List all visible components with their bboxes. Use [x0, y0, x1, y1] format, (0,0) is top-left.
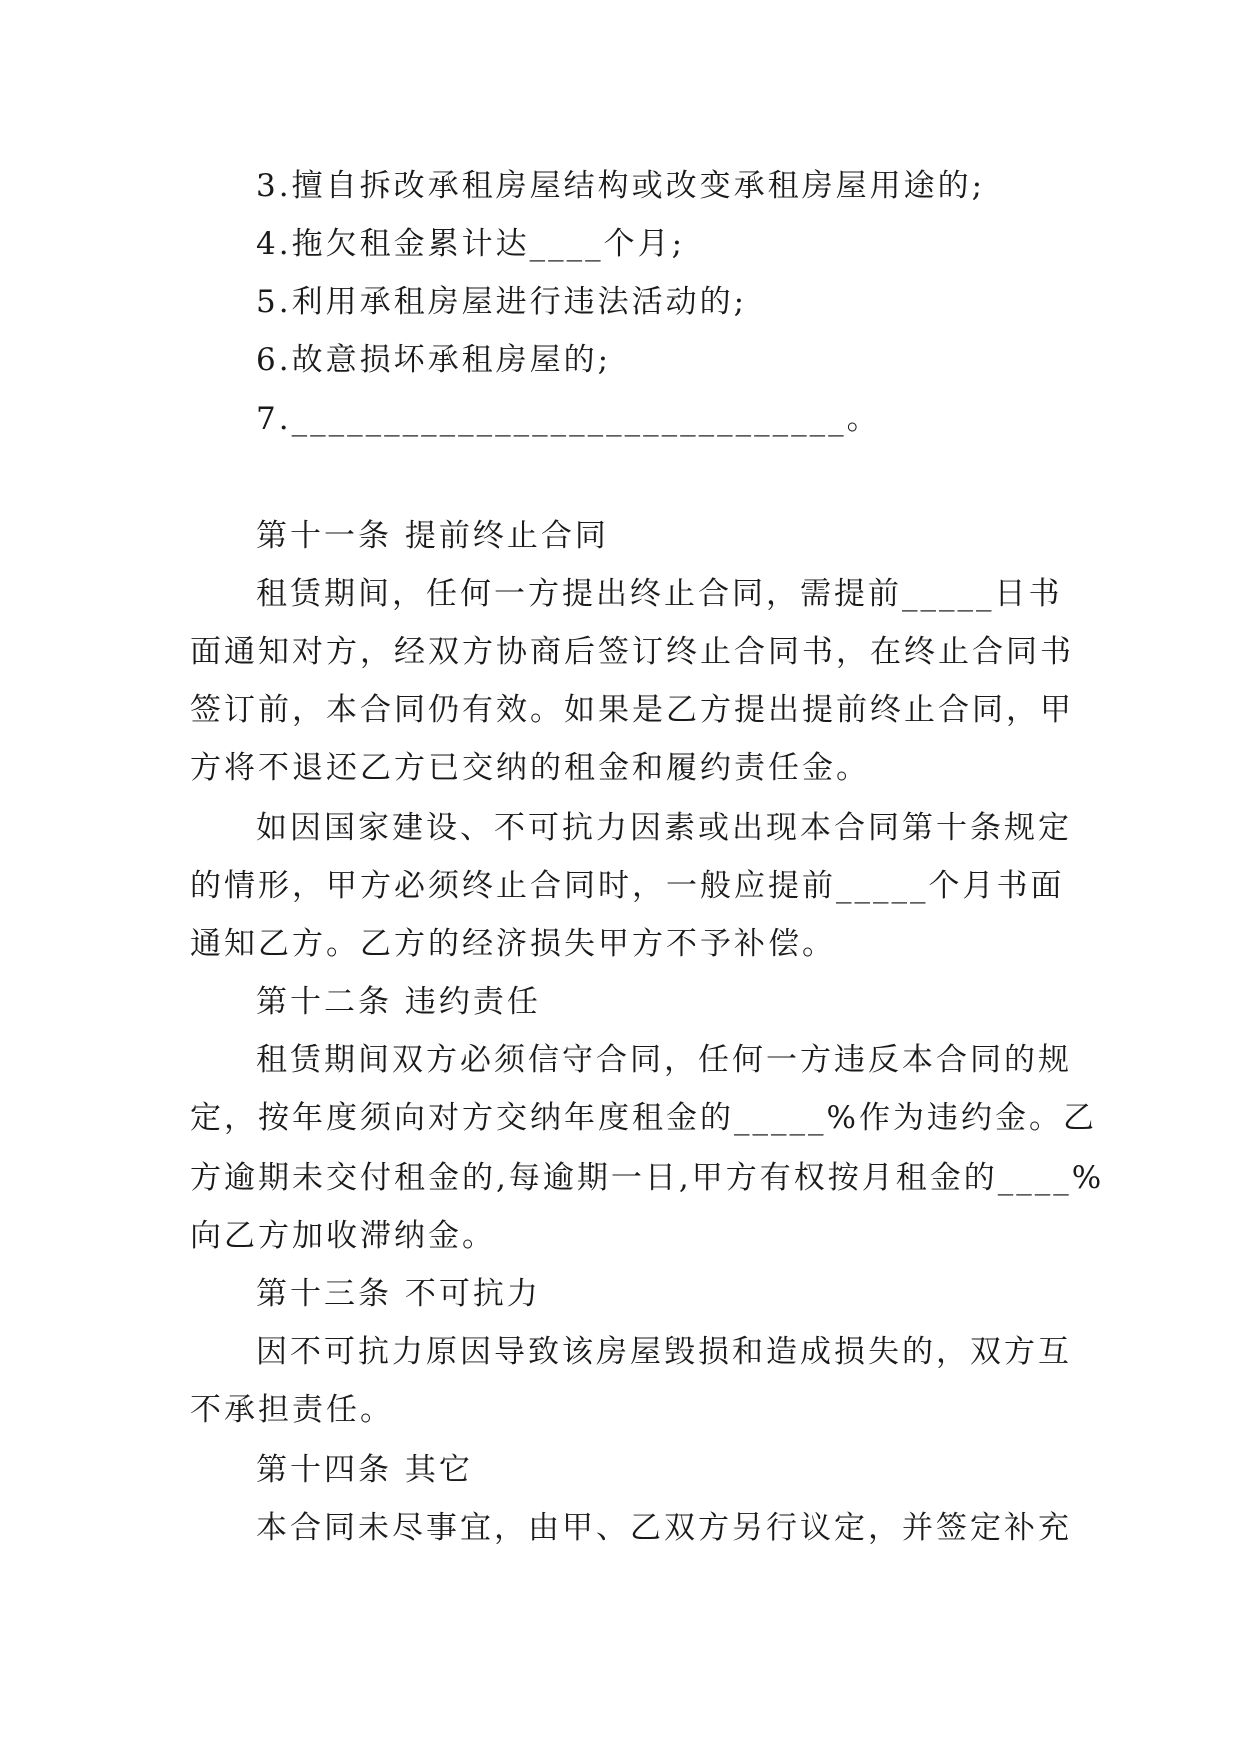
paragraph-line: 因不可抗力原因导致该房屋毁损和造成损失的，双方互 — [256, 1334, 1072, 1370]
clause-item-3: 3.擅自拆改承租房屋结构或改变承租房屋用途的; — [256, 168, 986, 204]
clause-item-7: 7.______________________________。 — [256, 401, 881, 437]
paragraph-line: 租赁期间双方必须信守合同，任何一方违反本合同的规 — [256, 1042, 1072, 1078]
paragraph-line: 本合同未尽事宜，由甲、乙双方另行议定，并签定补充 — [256, 1510, 1072, 1546]
article-13-heading: 第十三条 不可抗力 — [256, 1276, 541, 1312]
clause-item-4: 4.拖欠租金累计达____个月; — [256, 226, 686, 262]
paragraph-line: 定，按年度须向对方交纳年度租金的_____%作为违约金。乙 — [190, 1100, 1097, 1136]
paragraph-line: 向乙方加收滞纳金。 — [190, 1218, 496, 1254]
paragraph-line: 方将不退还乙方已交纳的租金和履约责任金。 — [190, 750, 870, 786]
paragraph-line: 租赁期间，任何一方提出终止合同，需提前_____日书 — [256, 576, 1063, 612]
paragraph-line: 签订前，本合同仍有效。如果是乙方提出提前终止合同，甲 — [190, 692, 1074, 728]
article-11-heading: 第十一条 提前终止合同 — [256, 518, 609, 554]
article-12-heading: 第十二条 违约责任 — [256, 984, 541, 1020]
article-14-heading: 第十四条 其它 — [256, 1452, 473, 1488]
paragraph-line: 面通知对方，经双方协商后签订终止合同书，在终止合同书 — [190, 634, 1074, 670]
paragraph-line: 方逾期未交付租金的,每逾期一日,甲方有权按月租金的____% — [190, 1160, 1105, 1196]
paragraph-line: 通知乙方。乙方的经济损失甲方不予补偿。 — [190, 926, 836, 962]
paragraph-line: 如因国家建设、不可抗力因素或出现本合同第十条规定 — [256, 810, 1072, 846]
paragraph-line: 的情形，甲方必须终止合同时，一般应提前_____个月书面 — [190, 868, 1065, 904]
paragraph-line: 不承担责任。 — [190, 1392, 394, 1428]
clause-item-6: 6.故意损坏承租房屋的; — [256, 342, 612, 378]
clause-item-5: 5.利用承租房屋进行违法活动的; — [256, 284, 748, 320]
